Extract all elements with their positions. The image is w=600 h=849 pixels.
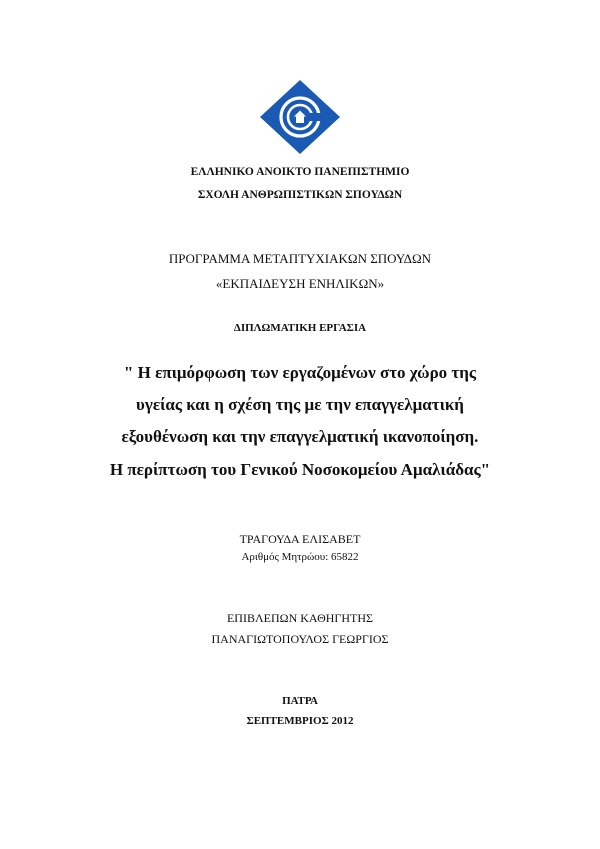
- city: ΠΑΤΡΑ: [282, 695, 318, 707]
- document-type: ΔΙΠΛΩΜΑΤΙΚΗ ΕΡΓΑΣΙΑ: [233, 322, 367, 334]
- registration-number: Αριθμός Μητρώου: 65822: [241, 551, 359, 563]
- thesis-title-line: υγείας και η σχέση της με την επαγγελματική: [136, 395, 464, 414]
- logo-ring-gap: [307, 113, 323, 121]
- logo-house-body: [296, 116, 304, 123]
- supervisor-name: ΠΑΝΑΓΙΩΤΟΠΟΥΛΟΣ ΓΕΩΡΓΙΟΣ: [211, 632, 389, 646]
- submission-date: ΣΕΠΤΕΜΒΡΙΟΣ 2012: [246, 715, 354, 727]
- thesis-title-line: " Η επιμόρφωση των εργαζομένων στο χώρο της: [123, 363, 477, 382]
- thesis-title-line: Η περίπτωση του Γενικού Νοσοκομείου Αμαλιάδας": [109, 460, 491, 479]
- author-name: ΤΡΑΓΟΥΔΑ ΕΛΙΣΑΒΕΤ: [239, 532, 361, 546]
- university-name: ΕΛΛΗΝΙΚΟ ΑΝΟΙΚΤΟ ΠΑΝΕΠΙΣΤΗΜΙΟ: [190, 166, 410, 178]
- thesis-title-line: εξουθένωση και την επαγγελματική ικανοποίηση.: [121, 427, 479, 446]
- supervisor-label: ΕΠΙΒΛΕΠΩΝ ΚΑΘΗΓΗΤΗΣ: [226, 611, 374, 625]
- school-name: ΣΧΟΛΗ ΑΝΘΡΩΠΙΣΤΙΚΩΝ ΣΠΟΥΔΩΝ: [197, 189, 403, 201]
- university-logo: [258, 78, 342, 156]
- program-specialization: «ΕΚΠΑΙΔΕΥΣΗ ΕΝΗΛΙΚΩΝ»: [215, 276, 385, 291]
- program-name: ΠΡΟΓΡΑΜΜΑ ΜΕΤΑΠΤΥΧΙΑΚΩΝ ΣΠΟΥΔΩΝ: [168, 251, 432, 266]
